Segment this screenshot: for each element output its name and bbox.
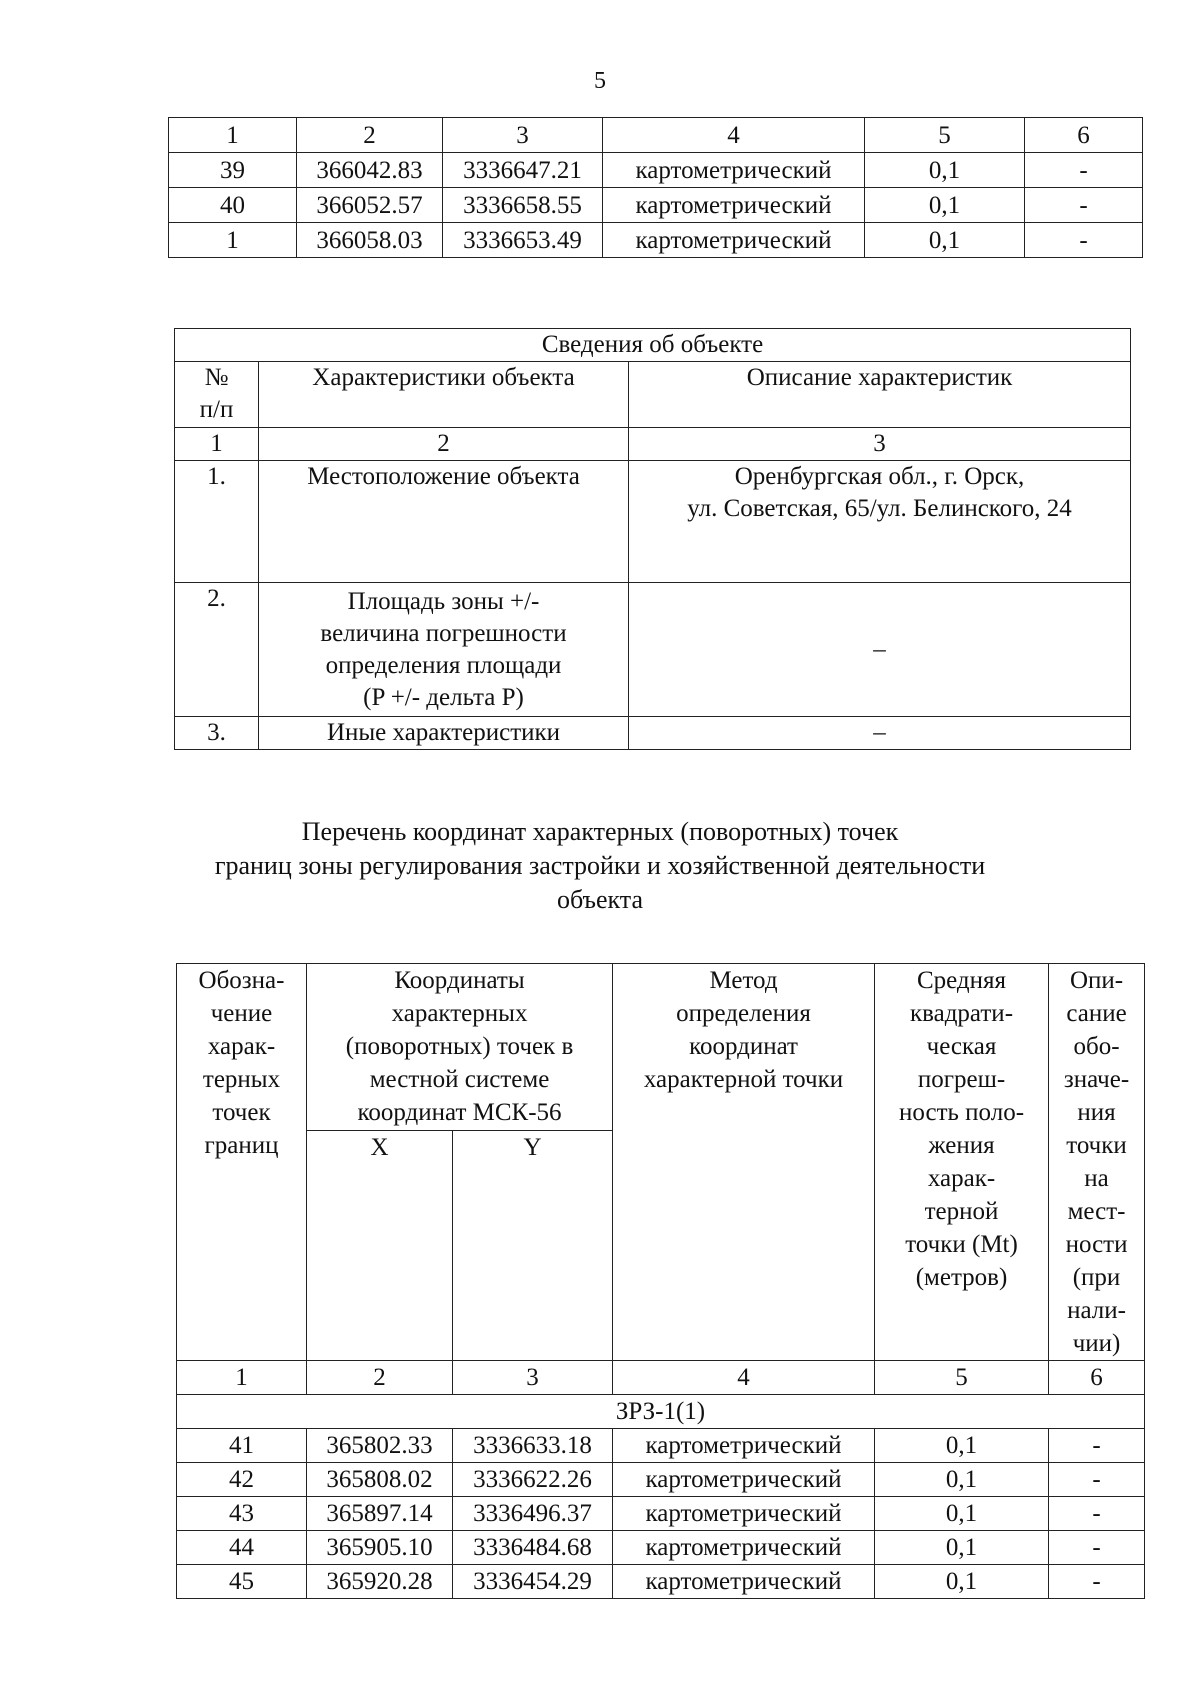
point-description: - [1025,153,1143,188]
point-description: - [1049,1531,1145,1565]
page-number: 5 [594,68,606,94]
col-number: 2 [259,428,629,461]
col-number: 4 [603,118,865,153]
x-coordinate: 366052.57 [297,188,443,223]
row-characteristic: Местоположение объекта [259,461,629,583]
point-number: 43 [177,1497,307,1531]
point-number: 42 [177,1463,307,1497]
table-row [177,1429,1145,1463]
col-number: 1 [177,1361,307,1395]
error-value: 0,1 [875,1429,1049,1463]
coordinates-table-continued [168,117,1143,258]
y-coordinate: 3336633.18 [453,1429,613,1463]
row-characteristic: Иные характеристики [259,717,629,750]
x-coordinate: 365920.28 [307,1565,453,1599]
y-coordinate: 3336496.37 [453,1497,613,1531]
y-coordinate: 3336622.26 [453,1463,613,1497]
y-coordinate: 3336484.68 [453,1531,613,1565]
x-coordinate: 365897.14 [307,1497,453,1531]
row-description: Оренбургская обл., г. Орск, ул. Советская, 65/ул. Белинского, 24 [629,461,1131,583]
row-characteristic: Площадь зоны +/- величина погрешности определения площади (P +/- дельта P) [259,583,629,717]
heading-line: объекта [556,885,644,914]
heading-line: Перечень координат характерных (поворотных) точек [301,817,899,846]
point-number: 41 [177,1429,307,1463]
point-description: - [1049,1463,1145,1497]
y-coordinate: 3336658.55 [443,188,603,223]
error-value: 0,1 [875,1531,1049,1565]
error-value: 0,1 [865,153,1025,188]
point-description: - [1049,1497,1145,1531]
row-number: 3. [175,717,259,750]
col-number: 1 [169,118,297,153]
col-number: 6 [1025,118,1143,153]
method: картометрический [603,223,865,258]
point-number: 44 [177,1531,307,1565]
error-value: 0,1 [875,1565,1049,1599]
x-coordinate: 365905.10 [307,1531,453,1565]
point-description: - [1025,223,1143,258]
col-number: 4 [613,1361,875,1395]
header-point-description: Опи- сание обо- значе- ния точки на мест- ности (при нали- чии) [1049,964,1145,1361]
col-header-characteristics: Характеристики объекта [259,362,629,428]
column-number-row [169,118,1143,153]
header-x: X [307,1131,453,1361]
method: картометрический [613,1565,875,1599]
header-error: Средняя квадрати- ческая погреш- ность поло- жения харак- терной точки (Mt) (метров) [875,964,1049,1361]
method: картометрический [603,153,865,188]
col-header-description: Описание характеристик [629,362,1131,428]
row-number: 1. [175,461,259,583]
point-description: - [1049,1565,1145,1599]
col-number: 3 [629,428,1131,461]
point-number: 39 [169,153,297,188]
method: картометрический [613,1531,875,1565]
method: картометрический [613,1429,875,1463]
header-method: Метод определения координат характерной точки [613,964,875,1361]
section-heading [0,815,1200,917]
point-number: 40 [169,188,297,223]
row-description: – [629,583,1131,717]
header-designation: Обозна- чение харак- терных точек границ [177,964,307,1361]
error-value: 0,1 [865,188,1025,223]
point-number: 45 [177,1565,307,1599]
coordinates-table [176,963,1145,1599]
col-header-number: № п/п [175,362,259,428]
col-number: 6 [1049,1361,1145,1395]
column-number-row [177,1361,1145,1395]
col-number: 2 [307,1361,453,1395]
table-row [177,1497,1145,1531]
zone-label: ЗРЗ-1(1) [177,1395,1145,1429]
method: картометрический [603,188,865,223]
point-number: 1 [169,223,297,258]
table-row [169,153,1143,188]
col-number: 1 [175,428,259,461]
object-info-table [174,328,1131,750]
table-row [169,223,1143,258]
y-coordinate: 3336647.21 [443,153,603,188]
error-value: 0,1 [875,1497,1049,1531]
x-coordinate: 365808.02 [307,1463,453,1497]
x-coordinate: 365802.33 [307,1429,453,1463]
heading-line: границ зоны регулирования застройки и хозяйственной деятельности [214,851,986,880]
error-value: 0,1 [875,1463,1049,1497]
y-coordinate: 3336454.29 [453,1565,613,1599]
table-row [169,188,1143,223]
col-number: 5 [865,118,1025,153]
col-number: 3 [453,1361,613,1395]
object-info-title: Сведения об объекте [175,329,1131,362]
y-coordinate: 3336653.49 [443,223,603,258]
row-description: – [629,717,1131,750]
table-row [177,1463,1145,1497]
x-coordinate: 366042.83 [297,153,443,188]
col-number: 2 [297,118,443,153]
col-number: 3 [443,118,603,153]
header-y: Y [453,1131,613,1361]
point-description: - [1049,1429,1145,1463]
point-description: - [1025,188,1143,223]
header-coordinates: Координаты характерных (поворотных) точек в местной системе координат МСК-56 [307,964,613,1131]
table-row [177,1531,1145,1565]
method: картометрический [613,1463,875,1497]
error-value: 0,1 [865,223,1025,258]
row-number: 2. [175,583,259,717]
x-coordinate: 366058.03 [297,223,443,258]
method: картометрический [613,1497,875,1531]
col-number: 5 [875,1361,1049,1395]
table-row [177,1565,1145,1599]
